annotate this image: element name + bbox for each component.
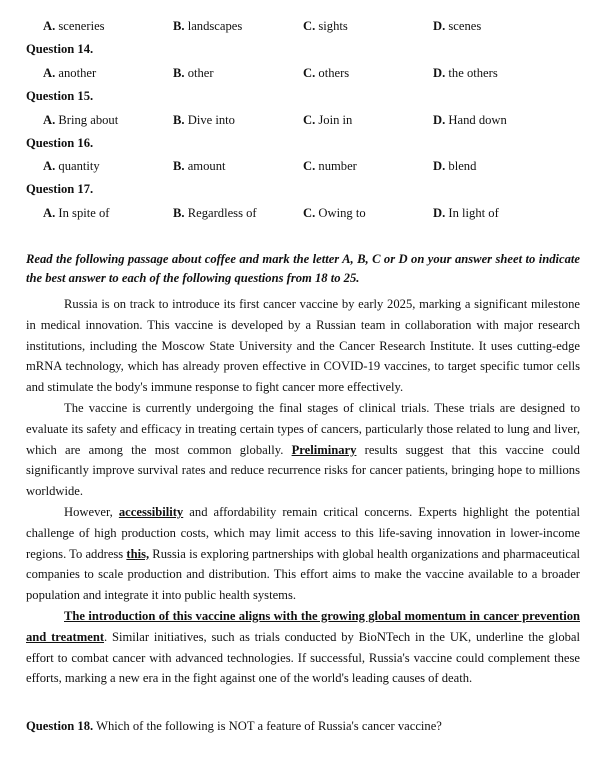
q13-option-b[interactable]: B. landscapes [173,19,243,33]
q15-options [0,113,601,133]
q18-text: Which of the following is NOT a feature of Russia's cancer vaccine? [96,719,442,733]
q13-option-d[interactable]: D. scenes [433,19,482,33]
q14-option-d[interactable]: D. the others [433,66,498,80]
q13-option-c[interactable]: C. sights [303,19,348,33]
q16-option-d[interactable]: D. blend [433,159,477,173]
q14-options [0,66,601,86]
passage-paragraph-1: Russia is on track to introduce its first cancer vaccine by early 2025, marking a significant milestone in medical innovation. This vaccine is developed by a Russian team in collaboration with major research institutions, including the Moscow State University and the Cancer Research Institute. It uses cutting-edge mRNA technology, which has already proven effective in COVID-19 vaccines, to target specific tumor cells and stimulate the body's immune response to fight cancer more effectively. [26,297,580,395]
keyword-sentence-introduction: The introduction of this vaccine aligns with the growing global momentum in cancer prevention and treatment [26,608,580,644]
passage-paragraph-4: The introduction of this vaccine aligns with the growing global momentum in cancer prevention and treatment. Similar initiatives, such as trials conducted by BioNTech in the UK, underline the global effort to combat cancer with advanced technologies. If successful, Russia's vaccine could complement these efforts, marking a new era in the fight against one of the world's leading causes of death. [26,608,580,686]
q17-option-c[interactable]: C. Owing to [303,206,366,220]
q16-options [0,159,601,179]
passage-paragraph-3: However, accessibility and affordability remain critical concerns. Experts highlight the potential challenge of high production costs, which may limit access to this life-saving innovation in lower-income regions. To address this, Russia is exploring partnerships with global health organizations and pharmaceutical companies to scale production and distribution. This effort aims to make the vaccine available to a broader population and integrate it into public health systems. [26,504,580,603]
keyword-preliminary: Preliminary [291,442,357,457]
passage-paragraph-2: The vaccine is currently undergoing the final stages of clinical trials. These trials are designed to evaluate its safety and efficacy in treating certain types of cancers, particularly those related to lung and liver, which are among the most common globally. Preliminary results suggest that this vaccine could significantly improve survival rates and reduce recurrence risks for cancer patients, bringing hope to millions worldwide. [26,400,580,499]
q16-option-c[interactable]: C. number [303,159,357,173]
q15-option-a[interactable]: A. Bring about [43,113,119,127]
q15-heading: Question 15. [26,89,94,103]
q18-heading: Question 18. [26,719,94,733]
q18-prompt [26,719,442,734]
q15-option-c[interactable]: C. Join in [303,113,353,127]
keyword-accessibility: accessibility [118,504,184,519]
q13-options [0,19,601,39]
reading-instruction: Read the following passage about coffee and mark the letter A, B, C or D on your answer sheet to indicate the best answer to each of the following questions from 18 to 25. [26,252,580,285]
q16-option-b[interactable]: B. amount [173,159,226,173]
keyword-this: this, [126,546,150,561]
q14-option-a[interactable]: A. another [43,66,97,80]
reading-passage [26,294,580,689]
q14-option-b[interactable]: B. other [173,66,214,80]
q14-heading: Question 14. [26,42,94,56]
q15-option-d[interactable]: D. Hand down [433,113,507,127]
q13-option-a[interactable]: A. sceneries [43,19,105,33]
q17-option-a[interactable]: A. In spite of [43,206,110,220]
q17-option-d[interactable]: D. In light of [433,206,499,220]
q14-option-c[interactable]: C. others [303,66,350,80]
q16-option-a[interactable]: A. quantity [43,159,100,173]
q17-heading: Question 17. [26,182,94,196]
q17-options [0,206,601,226]
q15-option-b[interactable]: B. Dive into [173,113,235,127]
q16-heading: Question 16. [26,136,94,150]
q17-option-b[interactable]: B. Regardless of [173,206,257,220]
